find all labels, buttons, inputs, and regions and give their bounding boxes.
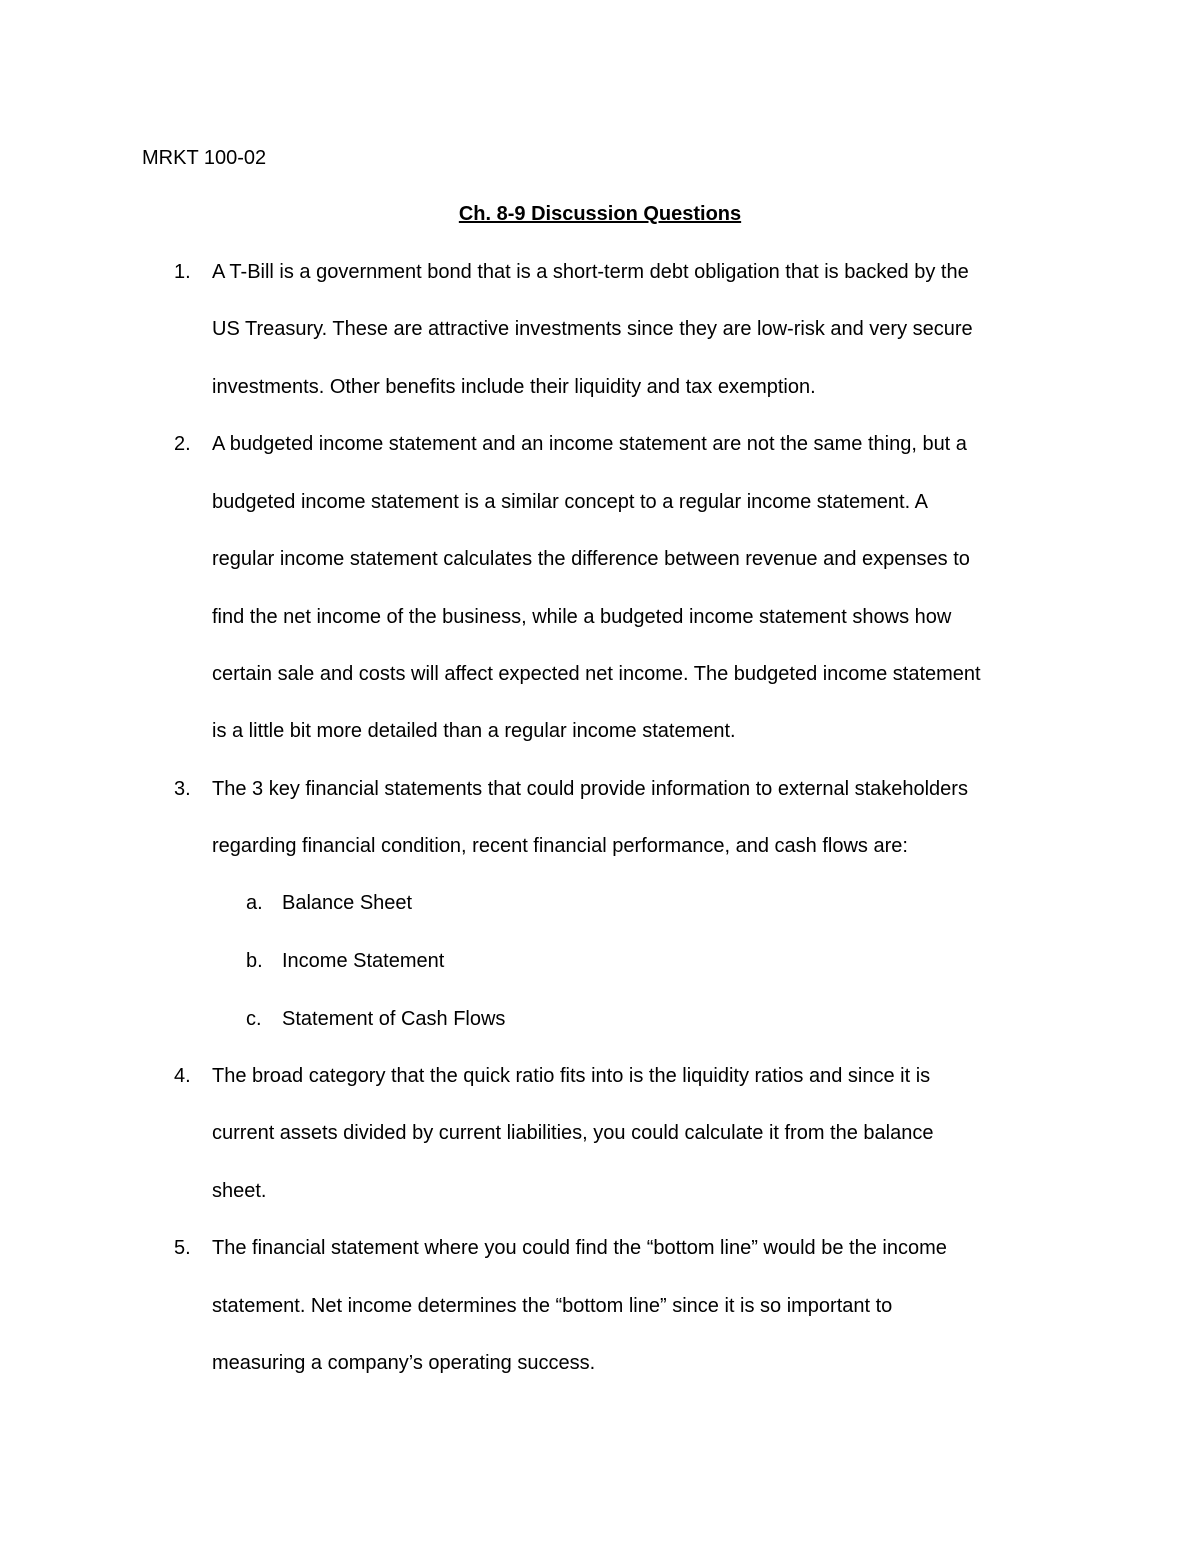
item-text-line: regarding financial condition, recent financial performance, and cash flows are: bbox=[212, 835, 908, 857]
item-text-line: current assets divided by current liabilities, you could calculate it from the balance bbox=[212, 1122, 934, 1144]
item-number: 1. bbox=[174, 261, 191, 283]
item-text-line: is a little bit more detailed than a regular income statement. bbox=[212, 720, 736, 742]
item-text-line: certain sale and costs will affect expected net income. The budgeted income statement bbox=[212, 663, 981, 685]
item-text-line: A T-Bill is a government bond that is a short-term debt obligation that is backed by the bbox=[212, 261, 969, 283]
item-number: 2. bbox=[174, 433, 191, 455]
subitem-text: Statement of Cash Flows bbox=[282, 1008, 506, 1030]
subitem-text: Income Statement bbox=[282, 950, 445, 972]
item-text-line: US Treasury. These are attractive investments since they are low-risk and very secure bbox=[212, 318, 973, 340]
item-text-line: The financial statement where you could find the “bottom line” would be the income bbox=[212, 1237, 947, 1259]
item-number: 3. bbox=[174, 778, 191, 800]
item-text-line: regular income statement calculates the difference between revenue and expenses to bbox=[212, 548, 970, 570]
item-number: 5. bbox=[174, 1237, 191, 1259]
course-code: MRKT 100-02 bbox=[142, 147, 267, 169]
item-text-line: The broad category that the quick ratio fits into is the liquidity ratios and since it is bbox=[212, 1065, 931, 1087]
item-text-line: sheet. bbox=[212, 1180, 267, 1202]
item-text-line: The 3 key financial statements that could provide information to external stakeholders bbox=[212, 778, 968, 800]
subitem-letter: a. bbox=[246, 892, 263, 914]
item-text-line: statement. Net income determines the “bottom line” since it is so important to bbox=[212, 1295, 893, 1317]
item-text-line: A budgeted income statement and an income statement are not the same thing, but a bbox=[212, 433, 967, 455]
item-text-line: find the net income of the business, while a budgeted income statement shows how bbox=[212, 606, 952, 628]
page-title: Ch. 8-9 Discussion Questions bbox=[458, 203, 742, 225]
item-text-line: investments. Other benefits include their liquidity and tax exemption. bbox=[212, 376, 816, 398]
subitem-letter: c. bbox=[246, 1008, 262, 1030]
item-number: 4. bbox=[174, 1065, 191, 1087]
subitem-letter: b. bbox=[246, 950, 263, 972]
subitem-text: Balance Sheet bbox=[282, 892, 413, 914]
item-text-line: budgeted income statement is a similar concept to a regular income statement. A bbox=[212, 491, 928, 513]
item-text-line: measuring a company’s operating success. bbox=[212, 1352, 596, 1374]
